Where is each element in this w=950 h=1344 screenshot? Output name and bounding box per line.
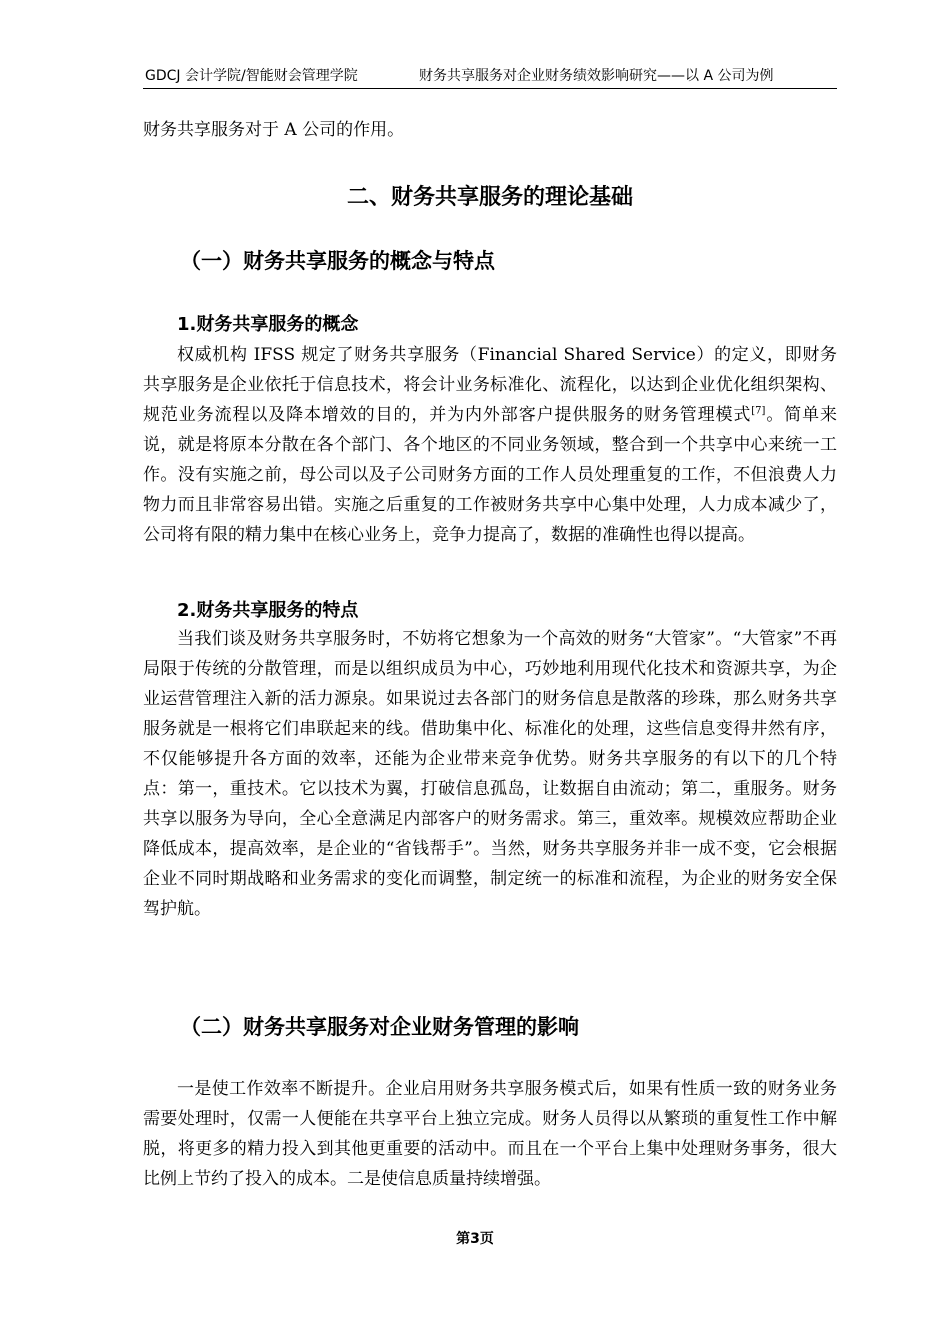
concept-text-part2: 。简单来说，就是将原本分散在各个部门、各个地区的不同业务领域，整合到一个共享中心来统一工作。没有实施之前，母公司以及子公司财务方面的工作人员处理重复的工作，不但浪费人力物力而且非常容易出错。实施之后重复的工作被财务共享中心集中处理，人力成本减少了，公司将有限的精力集中在核心业务上，竞争力提高了，数据的准确性也得以提高。 bbox=[143, 405, 838, 545]
header-paper-title: 财务共享服务对企业财务绩效影响研究——以 A 公司为例 bbox=[419, 68, 774, 84]
concept-text-part1: 权威机构 IFSS 规定了财务共享服务（Financial Shared Service）的定义，即财务共享服务是企业依托于信息技术，将会计业务标准化、流程化，以达到企业优化组织架构、规范业务流程以及降本增效的目的，并为内外部客户提供服务的财务管理模式 bbox=[143, 345, 837, 425]
header-institution: GDCJ 会计学院/智能财会管理学院 bbox=[145, 68, 358, 84]
intro-tail-paragraph: 财务共享服务对于 A 公司的作用。 bbox=[143, 120, 405, 140]
features-paragraph: 当我们谈及财务共享服务时，不妨将它想象为一个高效的财务“大管家”。“大管家”不再局限于传统的分散管理，而是以组织成员为中心，巧妙地利用现代化技术和资源共享，为企业运营管理注入新的活力源泉。如果说过去各部门的财务信息是散落的珍珠，那么财务共享服务就是一根将它们串联起来的线。借助集中化、标准化的处理，这些信息变得井然有序，不仅能够提升各方面的效率，还能为企业带来竞争优势。财务共享服务的有以下的几个特点：第一，重技术。它以技术为翼，打破信息孤岛，让数据自由流动；第二，重服务。财务共享以服务为导向，全心全意满足内部客户的财务需求。第三，重效率。规模效应帮助企业降低成本，提高效率，是企业的“省钱帮手”。当然，财务共享服务并非一成不变，它会根据企业不同时期战略和业务需求的变化而调整，制定统一的标准和流程，为企业的财务安全保驾护航。 bbox=[143, 629, 837, 919]
impact-paragraph: 一是使工作效率不断提升。企业启用财务共享服务模式后，如果有性质一致的财务业务需要处理时，仅需一人便能在共享平台上独立完成。财务人员得以从繁琐的重复性工作中解脱，将更多的精力投入到其他更重要的活动中。而且在一个平台上集中处理财务事务，很大比例上节约了投入的成本。二是使信息质量持续增强。 bbox=[143, 1079, 837, 1189]
section2-title: （二）财务共享服务对企业财务管理的影响 bbox=[180, 1015, 579, 1039]
sub1-title: 1.财务共享服务的概念 bbox=[177, 314, 359, 335]
concept-paragraph bbox=[143, 340, 837, 550]
chapter-title: 二、财务共享服务的理论基础 bbox=[346, 185, 633, 210]
citation-ref: [7] bbox=[751, 405, 766, 417]
page-number: 第3页 bbox=[456, 1231, 494, 1247]
sub2-title: 2.财务共享服务的特点 bbox=[177, 600, 359, 621]
running-header bbox=[143, 66, 837, 89]
section1-title: （一）财务共享服务的概念与特点 bbox=[180, 249, 495, 273]
